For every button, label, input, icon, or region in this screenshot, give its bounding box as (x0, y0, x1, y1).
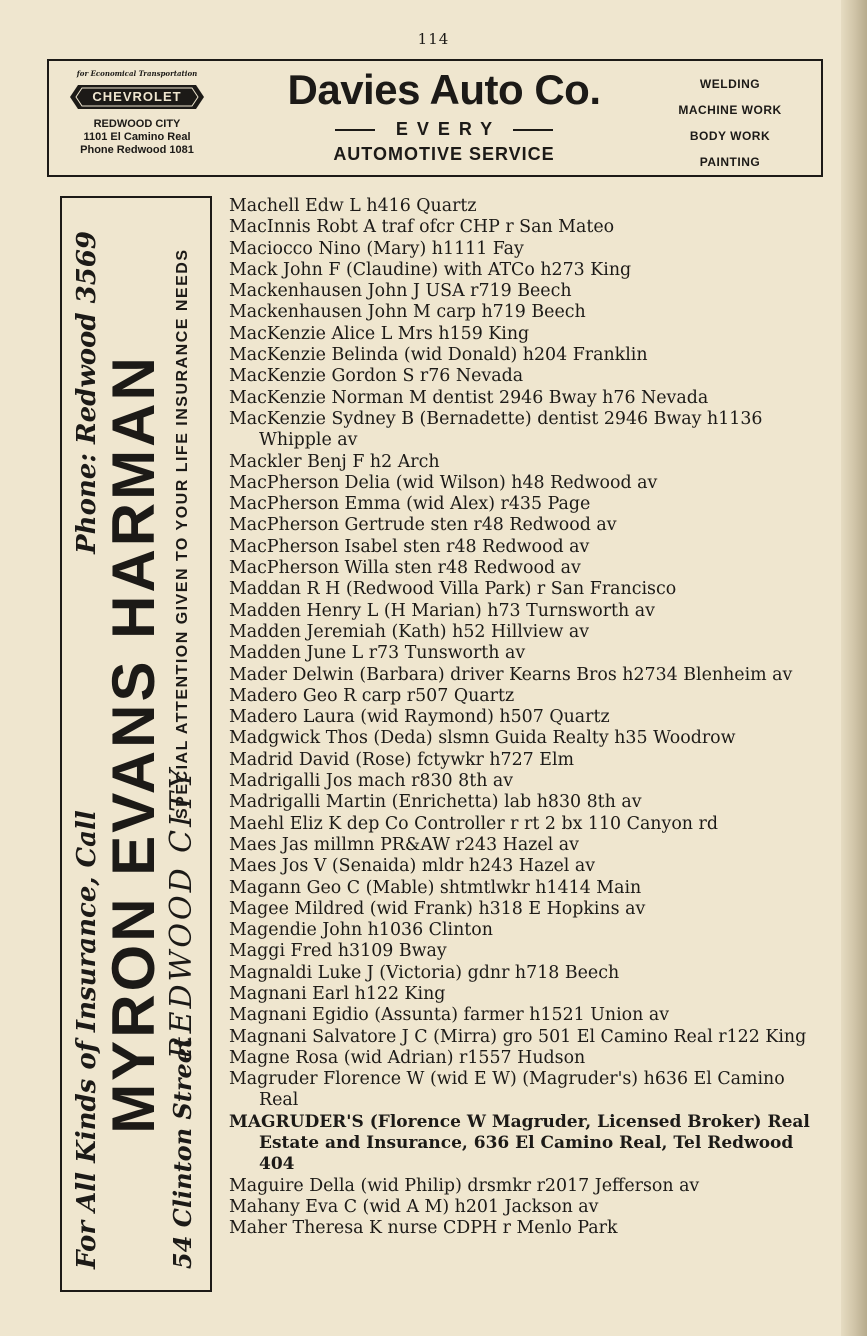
list-item: Magnani Salvatore J C (Mirra) gro 501 El Camino Real r122 King (229, 1026, 807, 1047)
list-item: Mahany Eva C (wid A M) h201 Jackson av (229, 1196, 599, 1217)
list-item: MacKenzie Gordon S r76 Nevada (229, 366, 524, 387)
dealer-address (57, 118, 217, 157)
service-painting: PAINTING (699, 155, 761, 169)
list-item: MacInnis Robt A traf ofcr CHP r San Mateo (229, 217, 615, 238)
list-item: Mack John F (Claudine) with ATCo h273 King (229, 259, 632, 280)
list-item: MacPherson Gertrude sten r48 Redwood av (229, 515, 617, 536)
list-item: MacPherson Delia (wid Wilson) h48 Redwood av (229, 472, 658, 493)
attention-text: SPECIAL ATTENTION GIVEN TO YOUR LIFE INSURANCE NEEDS (174, 248, 191, 819)
list-item: Mackenhausen John M carp h719 Beech (229, 302, 586, 323)
ad-tagline: for Economical Transportation (76, 69, 198, 78)
list-item: Magnani Earl h122 King (229, 983, 446, 1004)
directory-listings (229, 196, 829, 1240)
list-item: Mackler Benj F h2 Arch (229, 451, 440, 472)
list-item: MacKenzie Belinda (wid Donald) h204 Franklin (229, 345, 648, 366)
list-item: Mader Delwin (Barbara) driver Kearns Bros h2734 Blenheim av (229, 664, 793, 685)
service-machine-work: MACHINE WORK (678, 103, 782, 117)
list-item: Maes Jas millmn PR&AW r243 Hazel av (229, 834, 579, 855)
list-item: MacKenzie Sydney B (Bernadette) dentist 2946 Bway h1136 Whipple av (229, 408, 763, 451)
list-item: Madgwick Thos (Deda) slsmn Guida Realty h35 Woodrow (229, 728, 736, 749)
list-item: Madero Geo R carp r507 Quartz (229, 685, 515, 706)
list-item: Maciocco Nino (Mary) h1111 Fay (229, 238, 524, 259)
list-item: MacPherson Isabel sten r48 Redwood av (229, 536, 590, 557)
agent-name: MYRON EVANS HARMAN (100, 354, 167, 1134)
list-item: Madrigalli Martin (Enrichetta) lab h830 8th av (229, 792, 642, 813)
list-item: Madero Laura (wid Raymond) h507 Quartz (229, 707, 610, 728)
side-ad-line3 (164, 209, 198, 1279)
dealer-street: 1101 El Camino Real (83, 131, 191, 143)
list-item: Magann Geo C (Mable) shtmtlwkr h1414 Main (229, 877, 642, 898)
chevrolet-logo-icon (70, 82, 204, 112)
list-item: Madden June L r73 Tunsworth av (229, 643, 526, 664)
list-item: Maehl Eliz K dep Co Controller r rt 2 bx 110 Canyon rd (229, 813, 718, 834)
davies-auto-ad (47, 59, 823, 177)
harman-insurance-ad (60, 196, 212, 1292)
list-item: MacKenzie Alice L Mrs h159 King (229, 323, 530, 344)
page-number: 114 (417, 30, 450, 48)
insurance-call-text: For All Kinds of Insurance, Call (72, 810, 102, 1269)
harman-street: 54 Clinton Street (168, 1036, 197, 1269)
chevrolet-logo-text: CHEVROLET (92, 89, 182, 104)
list-item: MacPherson Emma (wid Alex) r435 Page (229, 494, 591, 515)
list-item: MacPherson Willa sten r48 Redwood av (229, 558, 581, 579)
rule-left (335, 129, 375, 131)
list-item: Maguire Della (wid Philip) drsmkr r2017 Jefferson av (229, 1175, 700, 1196)
ad-dealer-block (57, 69, 217, 157)
list-item: Maggi Fred h3109 Bway (229, 941, 447, 962)
page-edge (841, 0, 867, 1336)
list-item: Madden Jeremiah (Kath) h52 Hillview av (229, 621, 590, 642)
list-item: Machell Edw L h416 Quartz (229, 196, 477, 216)
list-item: Maes Jos V (Senaida) mldr h243 Hazel av (229, 856, 596, 877)
list-item: Magendie John h1036 Clinton (229, 920, 493, 941)
list-item: MacKenzie Norman M dentist 2946 Bway h76 Nevada (229, 387, 709, 408)
list-item: Madrigalli Jos mach r830 8th av (229, 771, 514, 792)
list-item: Magnani Egidio (Assunta) farmer h1521 Union av (229, 1005, 670, 1026)
every-row (224, 119, 664, 140)
list-item: Madrid David (Rose) fctywkr h727 Elm (229, 749, 575, 770)
list-item: Madden Henry L (H Marian) h73 Turnsworth av (229, 600, 655, 621)
every-text: EVERY (395, 119, 502, 139)
company-name: Davies Auto Co. (287, 66, 601, 113)
list-item: Magne Rosa (wid Adrian) r1557 Hudson (229, 1047, 586, 1068)
harman-city: REDWOOD CITY (164, 766, 199, 1059)
dealer-city: REDWOOD CITY (93, 118, 181, 130)
side-ad-content (66, 209, 206, 1279)
list-item: Magee Mildred (wid Frank) h318 E Hopkins av (229, 898, 646, 919)
dealer-phone: Phone Redwood 1081 (80, 144, 194, 156)
ad-company-block (224, 67, 664, 165)
list-item: Maher Theresa K nurse CDPH r Menlo Park (229, 1218, 618, 1239)
service-body-work: BODY WORK (689, 129, 771, 143)
ad-services-list (655, 71, 805, 175)
list-item-business: MAGRUDER'S (Florence W Magruder, Licensed Broker) Real Estate and Insurance, 636 El Camino Real, Tel Redwood 404 (229, 1111, 810, 1175)
rule-right (513, 129, 553, 131)
list-item: Maddan R H (Redwood Villa Park) r San Francisco (229, 579, 677, 600)
list-item: Magnaldi Luke J (Victoria) gdnr h718 Beech (229, 962, 620, 983)
list-item: Mackenhausen John J USA r719 Beech (229, 281, 572, 302)
service-welding: WELDING (699, 77, 761, 91)
list-item: Magruder Florence W (wid E W) (Magruder's) h636 El Camino Real (229, 1069, 785, 1111)
automotive-service: AUTOMOTIVE SERVICE (333, 144, 555, 164)
harman-phone: Phone: Redwood 3569 (72, 231, 102, 554)
